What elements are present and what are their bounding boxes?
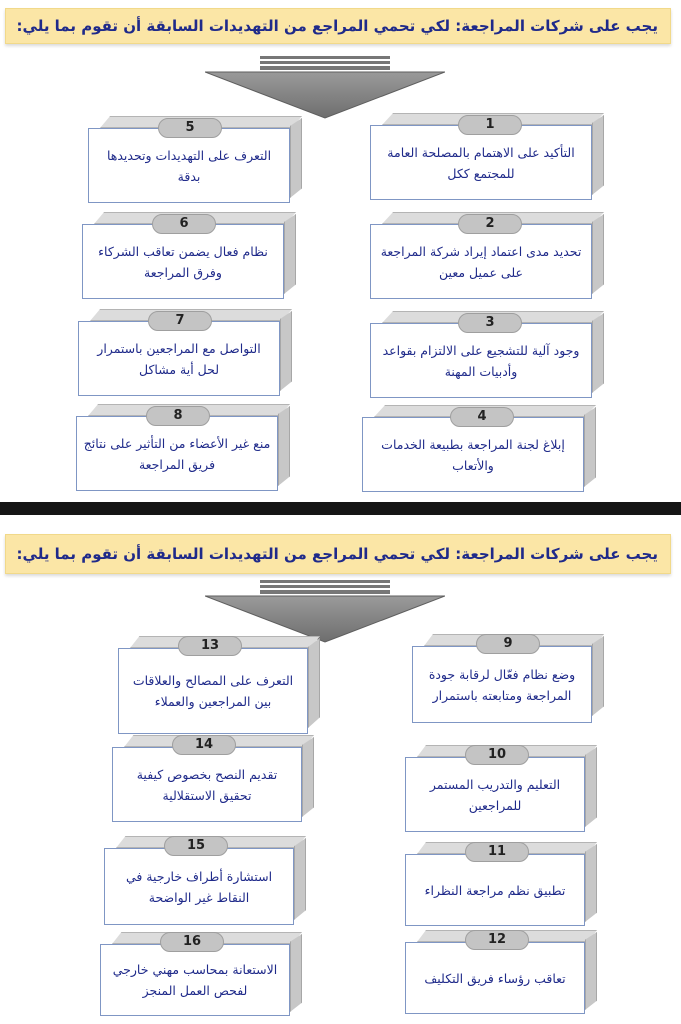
down-arrow-icon [205, 56, 445, 120]
step-text-16: الاستعانة بمحاسب مهني خارجي لفحص العمل المنجز [112, 962, 278, 998]
step-number-5: 5 [158, 118, 222, 138]
step-box-8 [76, 404, 291, 494]
step-number-9: 9 [476, 634, 540, 654]
step-box-6 [82, 212, 297, 302]
step-box-10 [405, 745, 597, 835]
step-text-13: التعرف على المصالح والعلاقات بين المراجعين والعملاء [132, 673, 294, 709]
step-text-1: التأكيد على الاهتمام بالمصلحة العامة للمجتمع ككل [387, 144, 575, 181]
step-box-13 [118, 636, 320, 736]
step-number-1: 1 [458, 115, 522, 135]
step-box-2 [370, 212, 605, 302]
panel-2-heading: يجب على شركات المراجعة: لكي تحمي المراجع من التهديدات السابقة أن تقوم بما يلي: [5, 534, 671, 574]
step-box-1 [370, 113, 605, 203]
step-box-14 [112, 735, 314, 825]
step-number-6: 6 [152, 214, 216, 234]
panel-1-heading: يجب على شركات المراجعة: لكي تحمي المراجع من التهديدات السابقة أن تقوم بما يلي: [5, 8, 671, 44]
step-text-4: إبلاغ لجنة المراجعة بطبيعة الخدمات والأتعاب [381, 436, 565, 473]
step-text-6: نظام فعال يضمن تعاقب الشركاء وفرق المراجعة [98, 243, 268, 280]
step-box-12 [405, 930, 597, 1016]
step-number-2: 2 [458, 214, 522, 234]
step-number-16: 16 [160, 932, 224, 952]
step-number-14: 14 [172, 735, 236, 755]
step-number-10: 10 [465, 745, 529, 765]
step-text-7: التواصل مع المراجعين باستمرار لحل أية مشاكل [97, 340, 261, 377]
step-box-9 [412, 634, 604, 726]
step-text-8: منع غير الأعضاء من التأثير على نتائج فريق المراجعة [83, 435, 271, 472]
step-text-10: التعليم والتدريب المستمر للمراجعين [429, 776, 561, 813]
step-text-2: تحديد مدى اعتماد إيراد شركة المراجعة على عميل معين [380, 243, 582, 280]
step-box-3 [370, 311, 605, 401]
step-number-15: 15 [164, 836, 228, 856]
step-number-3: 3 [458, 313, 522, 333]
step-number-7: 7 [148, 311, 212, 331]
step-text-5: التعرف على التهديدات وتحديدها بدقة [106, 147, 272, 184]
step-number-11: 11 [465, 842, 529, 862]
step-number-4: 4 [450, 407, 514, 427]
step-text-15: استشارة أطراف خارجية في النقاط غير الواضحة [125, 868, 273, 905]
step-box-4 [362, 405, 597, 495]
step-text-9: وضع نظام فعّال لرقابة جودة المراجعة ومتابعته باستمرار [428, 666, 576, 703]
panel-divider [0, 502, 681, 515]
step-box-5 [88, 116, 303, 206]
step-number-12: 12 [465, 930, 529, 950]
step-text-3: وجود آلية للتشجيع على الالتزام بقواعد وأدبيات المهنة [382, 342, 580, 379]
step-box-16 [100, 932, 302, 1018]
step-number-8: 8 [146, 406, 210, 426]
step-text-14: تقديم النصح بخصوص كيفية تحقيق الاستقلالية [136, 766, 278, 803]
step-text-12: تعاقب رؤساء فريق التكليف [424, 970, 566, 986]
step-number-13: 13 [178, 636, 242, 656]
step-box-11 [405, 842, 597, 928]
step-box-15 [104, 836, 306, 928]
down-arrow-icon-2 [205, 580, 445, 644]
step-text-11: تطبيق نظم مراجعة النظراء [424, 882, 566, 898]
step-box-7 [78, 309, 293, 399]
